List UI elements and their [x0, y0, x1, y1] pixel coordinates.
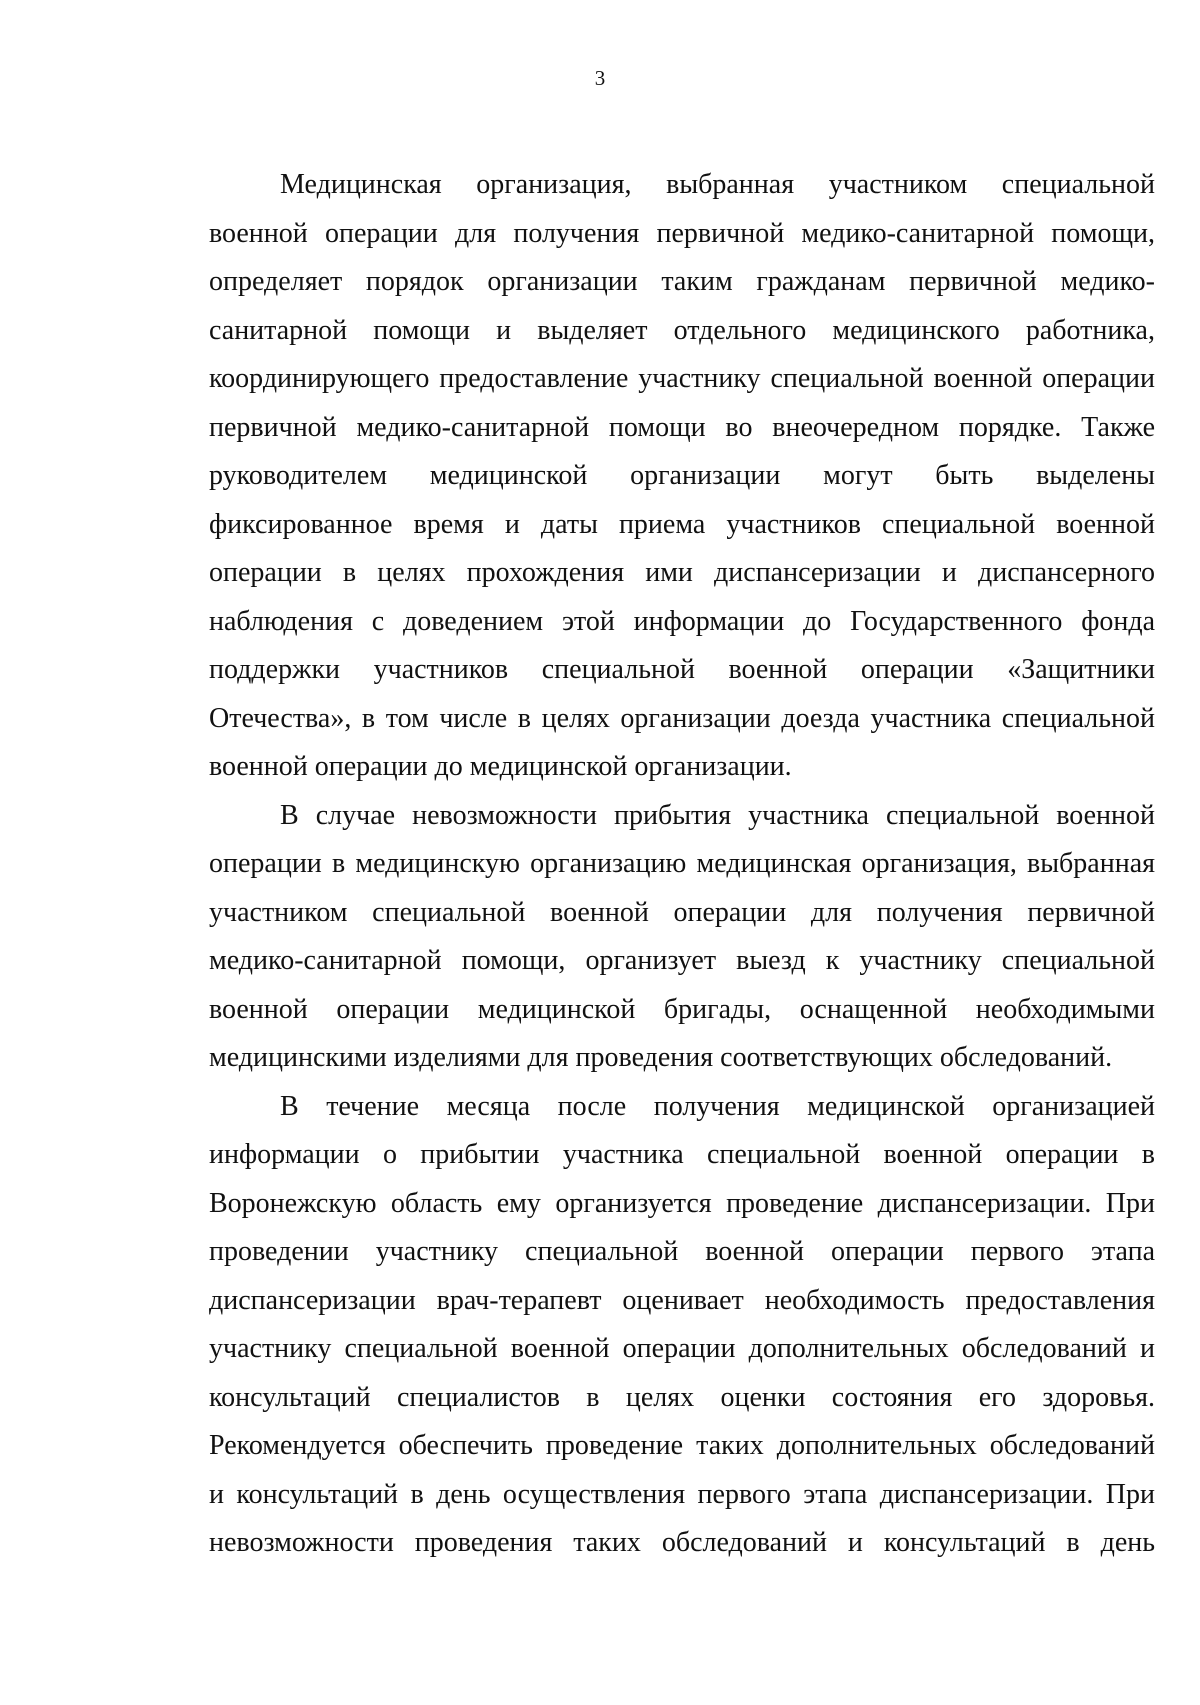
text-line: Рекомендуется обеспечить проведение таких дополнительных обследований: [209, 1430, 1155, 1461]
text-line: руководителем медицинской организации могут быть выделены: [209, 460, 1155, 491]
text-line: операции в целях прохождения ими диспансеризации и диспансерного: [209, 557, 1155, 588]
text-line: военной операции медицинской бригады, оснащенной необходимыми: [209, 993, 1155, 1025]
text-line: В случае невозможности прибытия участника специальной военной: [280, 799, 1155, 831]
text-line: В течение месяца после получения медицинской организацией: [280, 1090, 1155, 1122]
text-line: поддержки участников специальной военной операции «Защитники: [209, 654, 1155, 685]
text-line: и консультаций в день осуществления первого этапа диспансеризации. При: [209, 1478, 1155, 1510]
text-line: диспансеризации врач-терапевт оценивает необходимость предоставления: [209, 1284, 1155, 1316]
text-line: участником специальной военной операции для получения первичной: [209, 896, 1155, 928]
text-line: первичной медико-санитарной помощи во внеочередном порядке. Также: [209, 411, 1155, 443]
text-line: медико-санитарной помощи, организует выезд к участнику специальной: [209, 945, 1155, 976]
text-line: операции в медицинскую организацию медицинская организация, выбранная: [209, 848, 1155, 879]
text-line: медицинскими изделиями для проведения соответствующих обследований.: [209, 1042, 1113, 1073]
text-line: проведении участнику специальной военной операции первого этапа: [209, 1236, 1155, 1267]
text-line: санитарной помощи и выделяет отдельного медицинского работника,: [209, 314, 1155, 346]
text-line: консультаций специалистов в целях оценки состояния его здоровья.: [209, 1381, 1155, 1413]
page-number: 3: [594, 66, 606, 90]
text-line: координирующего предоставление участнику специальной военной операции: [209, 363, 1155, 394]
text-line: Медицинская организация, выбранная участником специальной: [280, 169, 1155, 200]
text-line: военной операции для получения первичной медико-санитарной помощи,: [209, 217, 1155, 249]
text-line: невозможности проведения таких обследований и консультаций в день: [209, 1527, 1155, 1558]
text-line: фиксированное время и даты приема участников специальной военной: [209, 508, 1155, 540]
text-line: информации о прибытии участника специальной военной операции в: [209, 1139, 1155, 1170]
paragraph-1: [209, 161, 1155, 792]
text-line: участнику специальной военной операции дополнительных обследований и: [209, 1333, 1155, 1364]
text-line: Отечества», в том числе в целях организации доезда участника специальной: [209, 702, 1155, 734]
text-line: военной операции до медицинской организации.: [209, 751, 792, 782]
text-line: определяет порядок организации таким гражданам первичной медико-: [209, 266, 1155, 297]
paragraph-3: [209, 1083, 1155, 1568]
paragraph-2: [209, 792, 1155, 1083]
text-line: наблюдения с доведением этой информации до Государственного фонда: [209, 605, 1155, 637]
text-line: Воронежскую область ему организуется проведение диспансеризации. При: [209, 1187, 1155, 1219]
document-body: [209, 161, 1155, 1568]
